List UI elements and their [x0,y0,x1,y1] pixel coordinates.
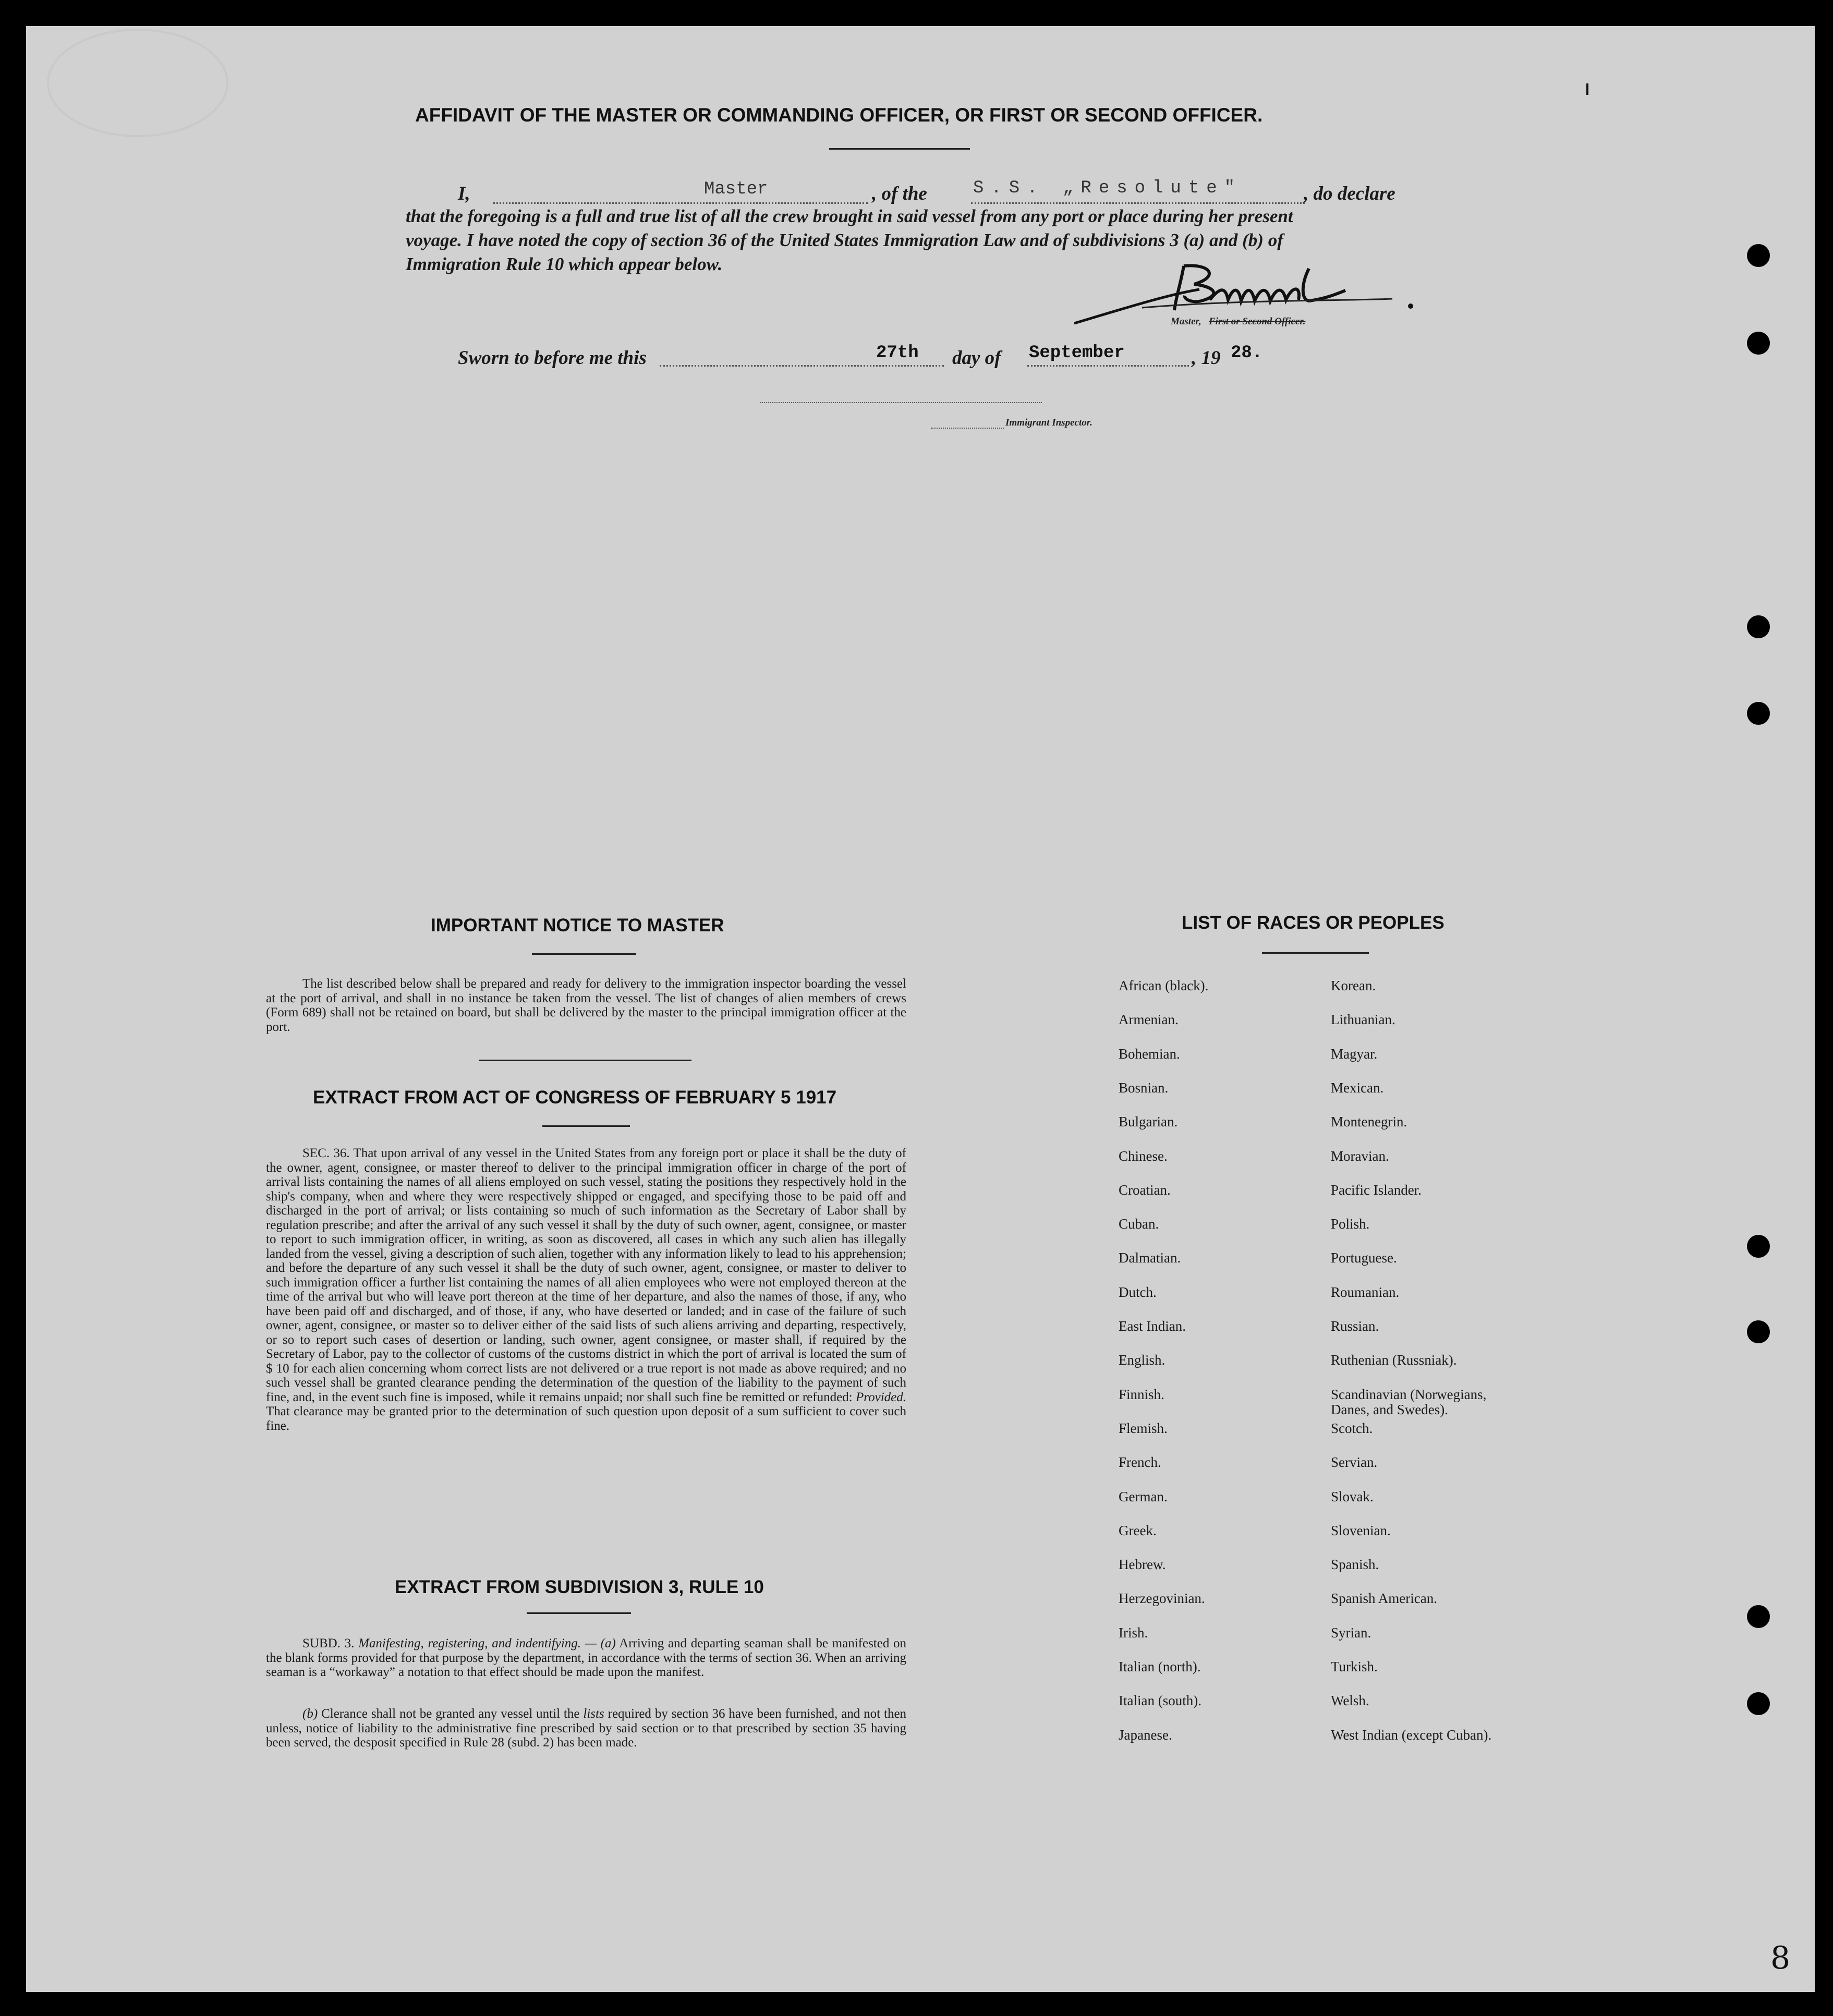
subd-b-text-1: Clerance shall not be granted any vessel until the [321,1707,580,1721]
subd-a-label: — (a) [585,1636,616,1650]
declaration-line-4: Immigration Rule 10 which appear below. [406,254,723,274]
signature-caption-struck: First or Second Officer. [1209,316,1306,327]
race-item: Montenegrin. [1331,1114,1407,1130]
race-item: Roumanian. [1331,1284,1400,1300]
declaration-line-2: that the foregoing is a full and true list of all the crew brought in said vessel from any port or place during her present [406,206,1293,226]
day-filled: 27th [876,343,919,363]
race-item: Syrian. [1331,1624,1371,1641]
month-filled: September [1029,343,1125,363]
race-item: African (black). [1119,978,1209,993]
race-item: Dalmatian. [1119,1250,1181,1266]
inspector-label: Immigrant Inspector. [1005,417,1092,428]
inspector-sign-line [760,402,1042,403]
day-of-label: day of [952,347,1001,369]
race-item: Spanish. [1331,1557,1379,1573]
do-declare-label: , do declare [1304,183,1395,204]
race-item: Spanish American. [1331,1590,1437,1607]
race-item: Slovak. [1331,1488,1374,1504]
races-title: LIST OF RACES OR PEOPLES [1182,913,1444,933]
race-item: Bulgarian. [1119,1114,1178,1130]
race-item: Cuban. [1119,1216,1159,1232]
race-item: Magyar. [1331,1046,1378,1062]
notice-divider [479,1060,691,1061]
act-title: EXTRACT FROM ACT OF CONGRESS OF FEBRUARY 5 1917 [313,1087,837,1108]
punch-hole [1747,244,1770,267]
race-item: Portuguese. [1331,1250,1397,1266]
year-prefix: , 19 [1192,347,1221,369]
race-item: Italian (north). [1119,1659,1201,1674]
race-item: Dutch. [1119,1284,1157,1300]
title-underline [829,148,970,150]
act-text-after: That clearance may be granted prior to the determination of such question upon deposit of a sum sufficient to cover such fine. [266,1404,906,1433]
subd-b-lists: lists [583,1707,604,1721]
punch-hole [1747,1320,1770,1343]
punch-hole [1747,1605,1770,1628]
race-item: Bosnian. [1119,1079,1169,1096]
subd-b-text-2: required by section 36 have been furnished, and not then unless, notice of liability to the administrative fine prescribed by said section or to that prescribed by section 35 having been served, the desposit specified in Rule 28 (subd. 2) has been made. [266,1707,907,1750]
subd-label: SUBD. 3. [302,1636,355,1650]
race-item: Chinese. [1119,1148,1168,1164]
race-item: Italian (south). [1119,1693,1201,1709]
race-item: Turkish. [1331,1659,1378,1674]
rank-filled: Master [704,179,768,199]
race-item: Herzegovinian. [1119,1590,1205,1607]
subd-heading: Manifesting, registering, and indentifying. [358,1636,581,1650]
declaration-line-3: voyage. I have noted the copy of section 36 of the United States Immigration Law and of subdivisions 3 (a) and (b) of [406,230,1283,250]
signature-caption-master: Master, [1171,316,1201,327]
race-item: Armenian. [1119,1012,1179,1028]
sworn-label: Sworn to before me this [458,347,647,369]
subd-a-text: Arriving and departing seaman shall be manifested on the blank forms provided for that purpose by the department, in accordance with the terms of section 36. When an arriving seaman is a “workaway” a notation to that effect should be made upon the manifest. [266,1636,907,1679]
embossed-seal [47,29,228,137]
race-item: Moravian. [1331,1148,1389,1164]
punch-hole [1747,615,1770,638]
act-text-main: SEC. 36. That upon arrival of any vessel in the United States from any foreign port or place it shall be the duty of the owner, agent, consignee, or master thereof to deliver to the principal immigration officer in charge of the port of arrival lists containing the names of all aliens employed on such vessel, stating the positions they respectively hold in the ship's company, when and where they were respectively shipped or engaged, and specifying those to be paid off and discharged in the port of arrival; or lists containing so much of such information as the Secretary of Labor shall by regulation prescribe; and after the arrival of any such vessel it shall by the duty of such owner, agent, consignee, or master to report to such immigration officer, in writing, as soon as discovered, all cases in which any such alien has illegally landed from the vessel, giving a description of such alien, together with any information likely to lead to his apprehension; and before the departure of any such vessel it shall be the duty of such owner, agent, consignee, or master to deliver to such immigration officer a further list containing the names of all alien employees who were not employed thereon at the time of the arrival but who will leave port thereon at the time of her departure, and also the names of those, if any, who have been paid off and discharged, and of those, if any, who have deserted or landed; and in case of the failure of such owner, agent, consignee, or master so to deliver either of the said lists of such aliens arriving and departing, respectively, or so to report such cases of desertion or landing, such owner, agent consignee, or master shall, if required by the Secretary of Labor, pay to the collector of customs of the customs district in which the port of arrival is located the sum of $ 10 for each alien concerning whom correct lists are not delivered or a true report is not made as above required; and no such vessel shall be granted clearance pending the determination of the question of the liability to the payment of such fine, and, in the event such fine is imposed, while it remains unpaid; nor shall such fine be remitted or refunded: [266,1146,906,1404]
inspector-label-line [931,428,1004,429]
month-field-line [1027,365,1189,367]
act-provided: Provided. [856,1390,906,1404]
punch-hole [1747,1692,1770,1715]
act-text [266,1146,906,1433]
race-item: Irish. [1119,1624,1148,1641]
race-item: Mexican. [1331,1079,1384,1096]
punch-hole [1747,702,1770,725]
rule-title: EXTRACT FROM SUBDIVISION 3, RULE 10 [395,1577,764,1597]
race-item: Polish. [1331,1216,1370,1232]
race-item: Japanese. [1119,1727,1172,1743]
day-field-line [660,365,944,367]
race-item: Scandinavian (Norwegians, Danes, and Swedes). [1331,1386,1487,1417]
race-item: Welsh. [1331,1693,1369,1709]
rule-text-a [266,1636,906,1680]
notice-text: The list described below shall be prepared and ready for delivery to the immigration inspector boarding the vessel at the port of arrival, and shall in no instance be taken from the vessel. The list of changes of alien members of crews (Form 689) shall not be retained on board, but shall be delivered by the master to the principal immigration officer at the port. [266,977,906,1034]
race-item: Flemish. [1119,1420,1168,1436]
punch-hole [1747,1235,1770,1258]
race-item: Russian. [1331,1318,1379,1334]
race-item: East Indian. [1119,1318,1186,1334]
notice-underline [532,953,636,955]
rule-text-b [266,1707,906,1750]
affidavit-title: AFFIDAVIT OF THE MASTER OR COMMANDING OFFICER, OR FIRST OR SECOND OFFICER. [415,104,1263,126]
race-item: Pacific Islander. [1331,1182,1422,1198]
act-underline [542,1125,630,1127]
rank-field-line [493,202,868,204]
race-item: German. [1119,1488,1168,1504]
ship-filled: S.S. „Resolute" [973,178,1243,198]
i-label: I, [458,183,470,204]
race-item: Korean. [1331,978,1376,993]
race-item: Lithuanian. [1331,1012,1395,1028]
subd-b-label: (b) [302,1707,318,1721]
tick-mark [1586,83,1588,95]
race-item: Servian. [1331,1454,1378,1471]
race-item: Ruthenian (Russniak). [1331,1352,1457,1368]
race-item: Bohemian. [1119,1046,1180,1062]
race-item: Scotch. [1331,1420,1373,1436]
year-filled: 28. [1231,343,1263,363]
race-item: French. [1119,1454,1161,1471]
rule-underline [527,1612,631,1614]
race-item: English. [1119,1352,1166,1368]
race-item: Croatian. [1119,1182,1171,1198]
race-item: West Indian (except Cuban). [1331,1727,1492,1743]
race-item: Hebrew. [1119,1557,1166,1573]
ship-field-line [971,202,1305,204]
race-item: Slovenian. [1331,1522,1391,1538]
of-the-label: , of the [872,183,927,204]
notice-title: IMPORTANT NOTICE TO MASTER [431,915,724,936]
race-item: Finnish. [1119,1386,1164,1402]
race-item: Greek. [1119,1522,1157,1538]
corner-mark: 8 [1770,1940,1791,1976]
races-underline [1262,952,1369,954]
punch-hole [1747,332,1770,355]
